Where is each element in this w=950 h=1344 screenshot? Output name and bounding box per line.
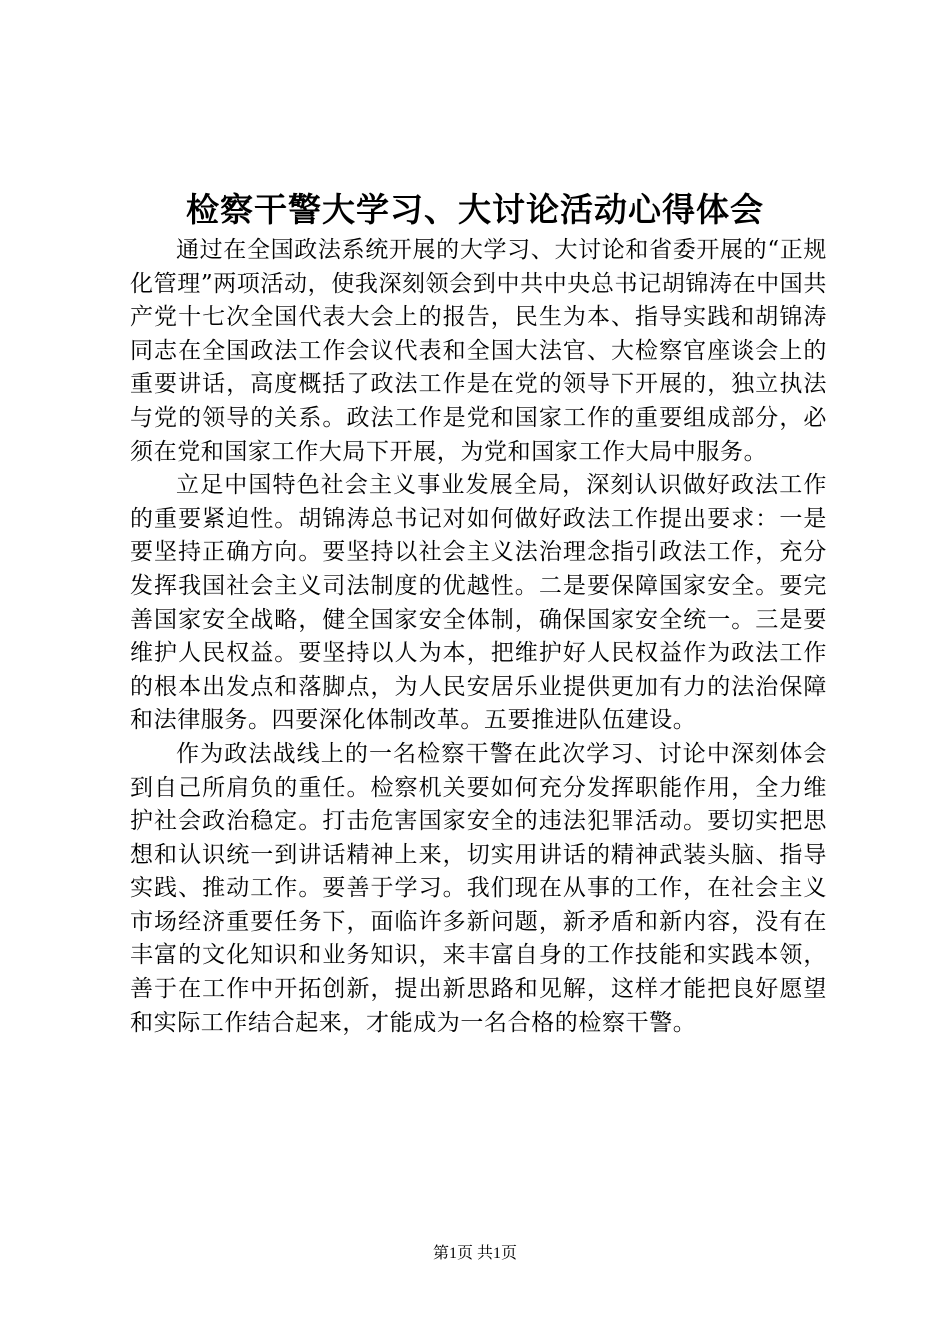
paragraph-2: 立足中国特色社会主义事业发展全局，深刻认识做好政法工作的重要紧迫性。胡锦涛总书记对如何做好政法工作提出要求：一是要坚持正确方向。要坚持以社会主义法治理念指引政法工作，充分发挥我国社会主义司法制度的优越性。二是要保障国家安全。要完善国家安全战略，健全国家安全体制，确保国家安全统一。三是要维护人民权益。要坚持以人为本，把维护好人民权益作为政法工作的根本出发点和落脚点，为人民安居乐业提供更加有力的法治保障和法律服务。四要深化体制改革。五要推进队伍建设。 bbox=[130, 472, 827, 734]
page-number-footer: 第1页 共1页 bbox=[432, 1245, 517, 1262]
paragraph-3: 作为政法战线上的一名检察干警在此次学习、讨论中深刻体会到自己所肩负的重任。检察机关要如何充分发挥职能作用，全力维护社会政治稳定。打击危害国家安全的违法犯罪活动。要切实把思想和认识统一到讲话精神上来，切实用讲话的精神武装头脑、指导实践、推动工作。要善于学习。我们现在从事的工作，在社会主义市场经济重要任务下，面临许多新问题，新矛盾和新内容，没有在丰富的文化知识和业务知识，来丰富自身的工作技能和实践本领，善于在工作中开拓创新，提出新思路和见解，这样才能把良好愿望和实际工作结合起来，才能成为一名合格的检察干警。 bbox=[130, 740, 827, 1036]
document-title: 检察干警大学习、大讨论活动心得体会 bbox=[186, 190, 764, 229]
paragraph-1: 通过在全国政法系统开展的大学习、大讨论和省委开展的“正规化管理”两项活动，使我深刻领会到中共中央总书记胡锦涛在中国共产党十七次全国代表大会上的报告，民生为本、指导实践和胡锦涛同志在全国政法工作会议代表和全国大法官、大检察官座谈会上的重要讲话，高度概括了政法工作是在党的领导下开展的，独立执法与党的领导的关系。政法工作是党和国家工作的重要组成部分，必须在党和国家工作大局下开展，为党和国家工作大局中服务。 bbox=[130, 237, 827, 465]
document-body bbox=[130, 234, 827, 1040]
